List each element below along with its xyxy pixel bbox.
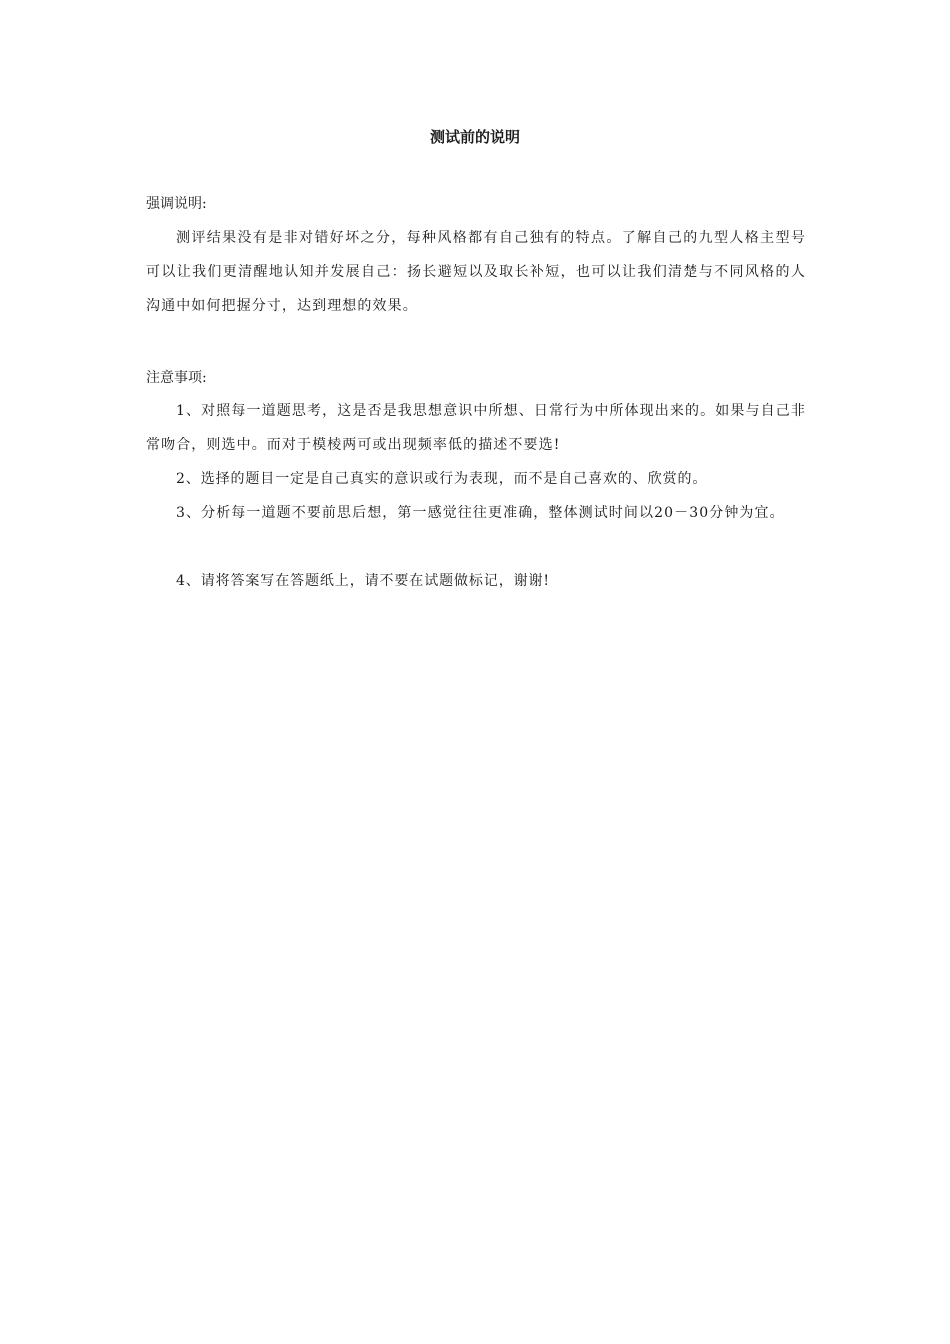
notes-item-3: 3、分析每一道题不要前思后想，第一感觉往往更准确，整体测试时间以20－30分钟为宜。	[176, 505, 785, 521]
emphasis-paragraph: 测评结果没有是非对错好坏之分，每种风格都有自己独有的特点。了解自己的九型人格主型号可以让我们更清醒地认知并发展自己：扬长避短以及取长补短，也可以让我们清楚与不同风格的人沟通中如何把握分寸，达到理想的效果。	[146, 230, 806, 314]
notes-item-1: 1、对照每一道题思考，这是否是我思想意识中所想、日常行为中所体现出来的。如果与自己非常吻合，则选中。而对于模棱两可或出现频率低的描述不要选!	[146, 403, 806, 453]
notes-item-2: 2、选择的题目一定是自己真实的意识或行为表现，而不是自己喜欢的、欣赏的。	[176, 471, 708, 487]
notes-heading: 注意事项:	[146, 370, 207, 386]
document-title: 测试前的说明	[429, 128, 520, 146]
emphasis-heading: 强调说明:	[146, 196, 207, 212]
notes-item-4: 4、请将答案写在答题纸上，请不要在试题做标记，谢谢!	[176, 573, 550, 589]
